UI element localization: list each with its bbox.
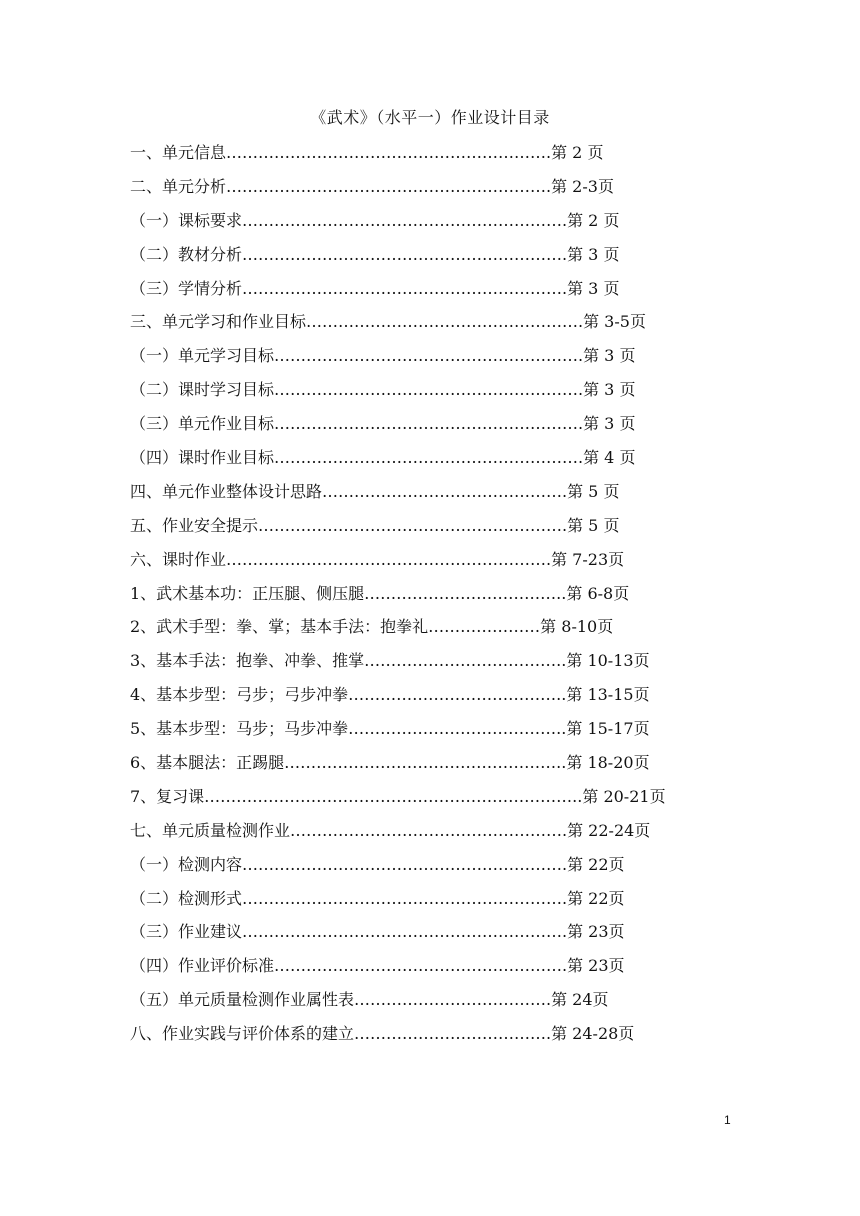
toc-entry-text: （二）检测形式…………………………………………………….第 22页 xyxy=(130,888,625,908)
toc-entry xyxy=(130,820,670,854)
toc-entry xyxy=(130,650,670,684)
toc-entry xyxy=(130,1023,670,1057)
toc-entry xyxy=(130,311,670,345)
toc-entry xyxy=(130,176,670,210)
toc-entry-text: （三）学情分析…………………………………………………….第 3 页 xyxy=(130,278,620,298)
toc-entry-text: 一、单元信息…………………………………………………….第 2 页 xyxy=(130,143,604,162)
toc-entry xyxy=(130,854,670,888)
toc-entry xyxy=(130,345,670,379)
toc-entry-text: 6、基本腿法：正踢腿……………………………………………..第 18-20页 xyxy=(130,753,650,773)
toc-entry xyxy=(130,955,670,989)
table-of-contents xyxy=(130,142,670,1057)
toc-entry xyxy=(130,142,670,176)
toc-entry-text: 四、单元作业整体设计思路……………………………………….第 5 页 xyxy=(130,481,620,501)
toc-entry xyxy=(130,447,670,481)
toc-entry xyxy=(130,515,670,549)
toc-entry xyxy=(130,718,670,752)
toc-entry-text: 2、武术手型：拳、掌；基本手法：抱拳礼…………………第 8-10页 xyxy=(130,617,614,637)
toc-entry xyxy=(130,549,670,583)
toc-entry-text: 三、单元学习和作业目标…………………………………………….第 3-5页 xyxy=(130,312,646,332)
toc-entry xyxy=(130,481,670,515)
toc-entry-text: 二、单元分析…………………………………………………….第 2-3页 xyxy=(130,176,614,196)
toc-entry-text: （一）检测内容…………………………………………………….第 22页 xyxy=(130,854,625,874)
toc-entry xyxy=(130,413,670,447)
toc-entry xyxy=(130,616,670,650)
toc-title: 《武术》（水平一）作业设计目录 xyxy=(310,108,550,127)
toc-entry-text: 3、基本手法：抱拳、冲拳、推掌………………………………..第 10-13页 xyxy=(130,651,650,671)
toc-entry xyxy=(130,684,670,718)
toc-entry xyxy=(130,379,670,413)
toc-entry-text: 六、课时作业…………………………………………………….第 7-23页 xyxy=(130,549,625,569)
toc-entry-text: 七、单元质量检测作业…………………………………………….第 22-24页 xyxy=(130,820,651,840)
toc-entry-text: （三）作业建议…………………………………………………….第 23页 xyxy=(130,922,625,942)
toc-entry-text: 7、复习课……………………………………………………………..第 20-21页 xyxy=(130,786,666,806)
toc-entry xyxy=(130,752,670,786)
page-number: 1 xyxy=(724,1113,731,1127)
toc-entry-text: 1、武术基本功：正压腿、侧压腿………………………………..第 6-8页 xyxy=(130,583,630,603)
toc-entry xyxy=(130,210,670,244)
toc-entry-text: （二）教材分析…………………………………………………….第 3 页 xyxy=(130,244,620,264)
toc-entry-text: 八、作业实践与评价体系的建立……………………………….第 24-28页 xyxy=(130,1024,635,1044)
toc-entry-text: （四）课时作业目标………………………………………………….第 4 页 xyxy=(130,448,636,468)
toc-entry-text: （五）单元质量检测作业属性表……………………………….第 24页 xyxy=(130,990,609,1010)
toc-entry-text: （二）课时学习目标………………………………………………….第 3 页 xyxy=(130,380,636,400)
toc-entry xyxy=(130,278,670,312)
toc-entry xyxy=(130,921,670,955)
toc-entry xyxy=(130,583,670,617)
toc-entry xyxy=(130,888,670,922)
toc-entry-text: 5、基本步型：马步；马步冲拳…………………………………..第 15-17页 xyxy=(130,719,650,739)
toc-entry xyxy=(130,989,670,1023)
toc-entry-text: （四）作业评价标准……………………………………………….第 23页 xyxy=(130,956,625,976)
toc-entry-text: （一）单元学习目标………………………………………………….第 3 页 xyxy=(130,346,636,366)
toc-entry xyxy=(130,244,670,278)
toc-entry-text: 五、作业安全提示………………………………………………….第 5 页 xyxy=(130,515,620,535)
toc-entry-text: 4、基本步型：弓步；弓步冲拳…………………………………..第 13-15页 xyxy=(130,685,650,705)
toc-entry-text: （一）课标要求…………………………………………………….第 2 页 xyxy=(130,210,620,230)
toc-entry xyxy=(130,786,670,820)
toc-entry-text: （三）单元作业目标………………………………………………….第 3 页 xyxy=(130,414,636,434)
